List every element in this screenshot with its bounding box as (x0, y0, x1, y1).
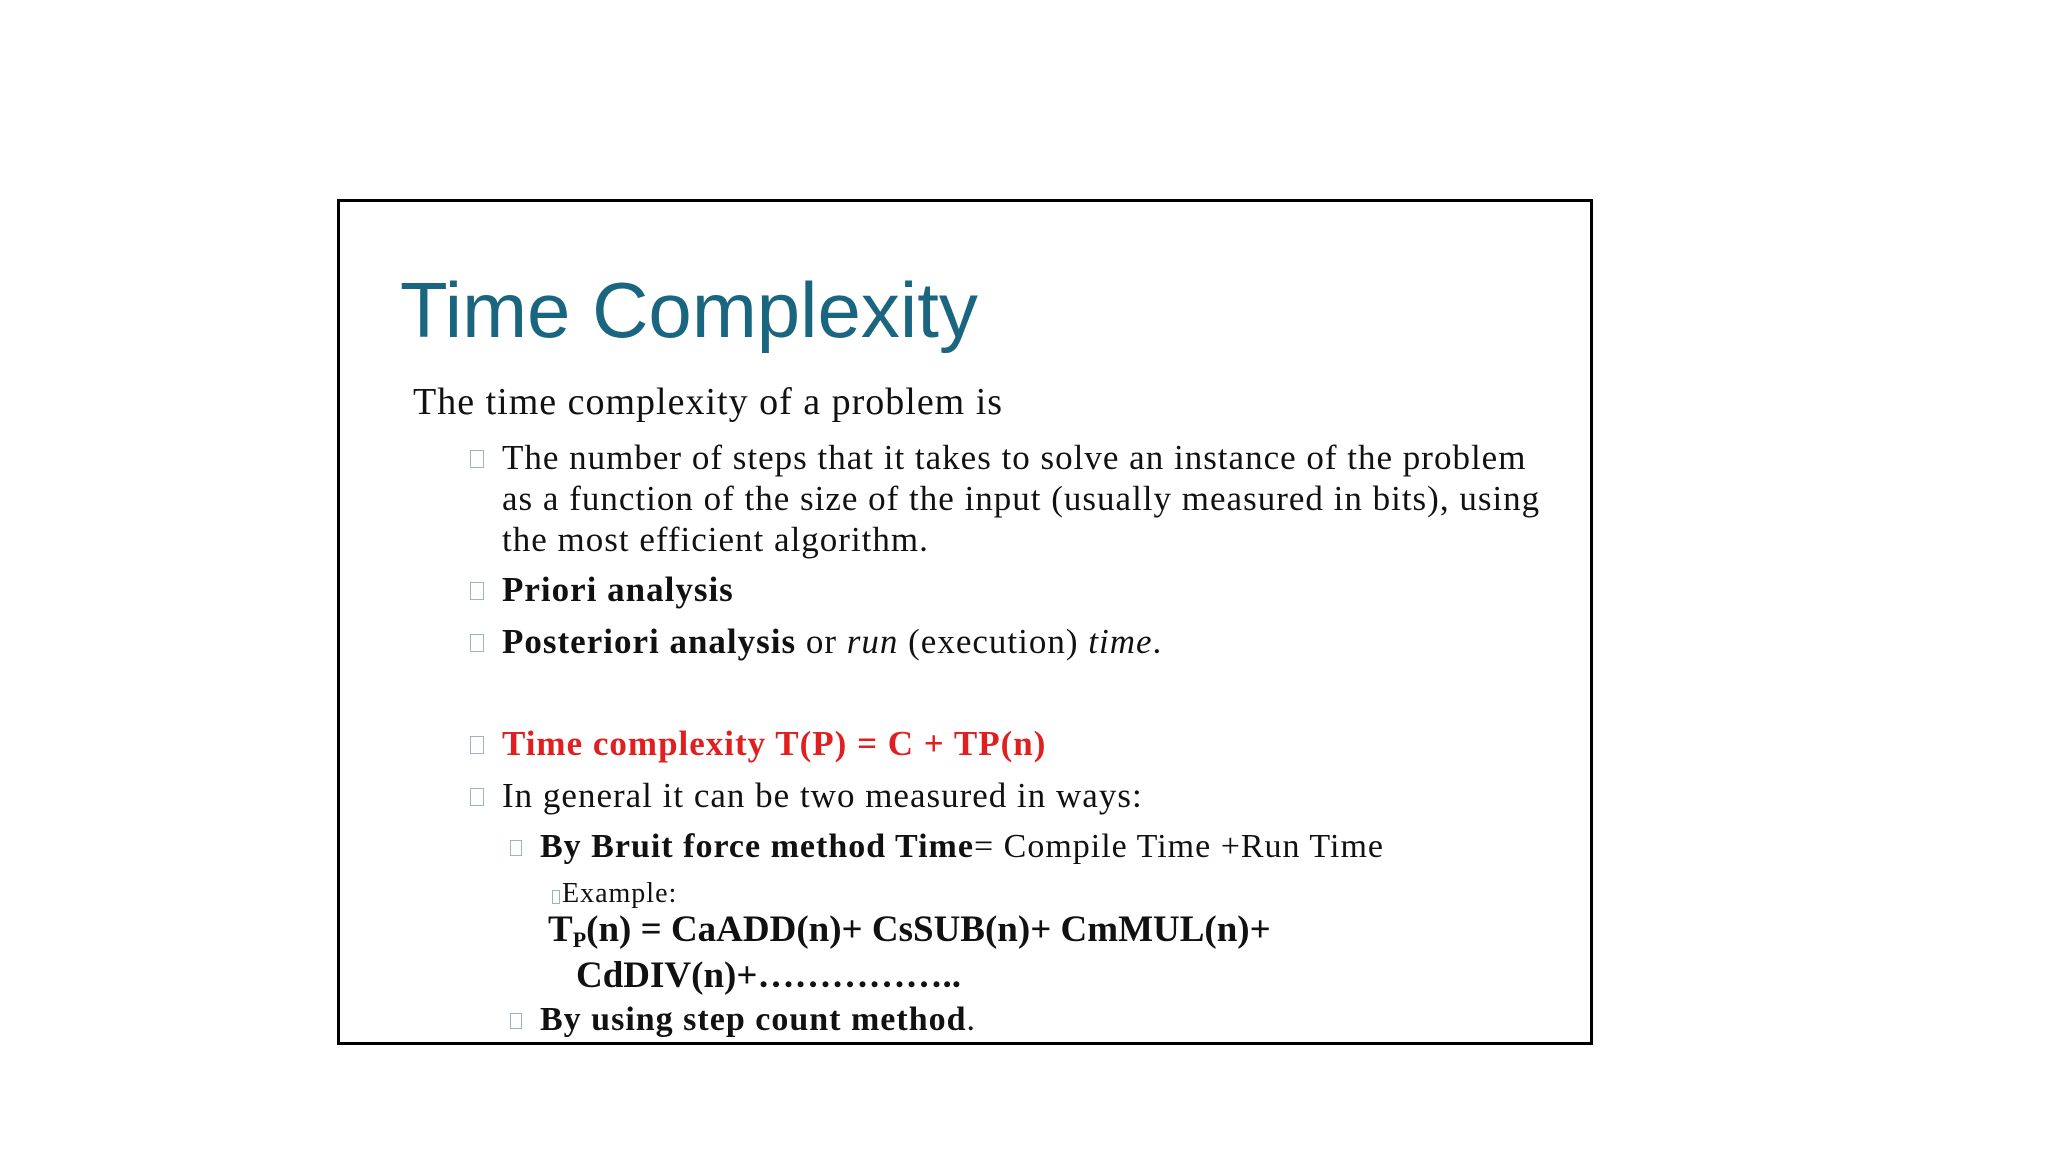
step-count-bold: By using step count method (540, 1001, 967, 1038)
posteriori-bold-text: Posteriori analysis (502, 622, 797, 661)
posteriori-end: . (1152, 622, 1163, 661)
bullet-time-complexity (502, 723, 1046, 764)
general-text: In general it can be two measured in ways: (502, 776, 1143, 815)
example-text: Example: (562, 878, 678, 909)
slide-title: Time Complexity (400, 266, 978, 354)
bullet-box-icon (470, 450, 484, 468)
bullet-posteriori (502, 621, 1162, 662)
posteriori-or: or (796, 622, 847, 661)
formula (548, 909, 1388, 996)
brute-force-rest: = Compile Time +Run Time (973, 828, 1384, 865)
formula-t: T (548, 909, 573, 950)
bullet-box-icon (470, 736, 484, 754)
bullet-priori (502, 569, 734, 610)
sub-bullet-step-count (540, 999, 976, 1040)
definition-text: The number of steps that it takes to solve an instance of the problem as a function of the size of the input (usually measured in bits), using the most efficient algorithm. (502, 438, 1541, 559)
posteriori-run: run (846, 622, 899, 661)
formula-line1: (n) = CaADD(n)+ CsSUB(n)+ CmMUL(n)+ (586, 909, 1271, 950)
bullet-box-icon (470, 582, 484, 600)
formula-line2: CdDIV(n)+…………….. (576, 955, 961, 996)
bullet-box-icon (552, 890, 560, 904)
bullet-definition (502, 437, 1542, 560)
priori-text: Priori analysis (502, 570, 734, 609)
bullet-box-icon (470, 788, 484, 806)
posteriori-exec: (execution) (898, 622, 1089, 661)
example-label (552, 877, 677, 911)
sub-bullet-brute-force (540, 826, 1384, 867)
step-count-end: . (966, 1001, 977, 1038)
bullet-box-icon (510, 840, 522, 856)
brute-force-bold: By Bruit force method Time (540, 828, 974, 865)
posteriori-time: time (1088, 622, 1153, 661)
bullet-box-icon (510, 1013, 522, 1029)
bullet-box-icon (470, 634, 484, 652)
intro-text: The time complexity of a problem is (413, 381, 1004, 423)
bullet-general (502, 775, 1143, 816)
formula-subscript: P (572, 927, 587, 952)
time-complexity-text: Time complexity T(P) = C + TP(n) (502, 724, 1047, 763)
